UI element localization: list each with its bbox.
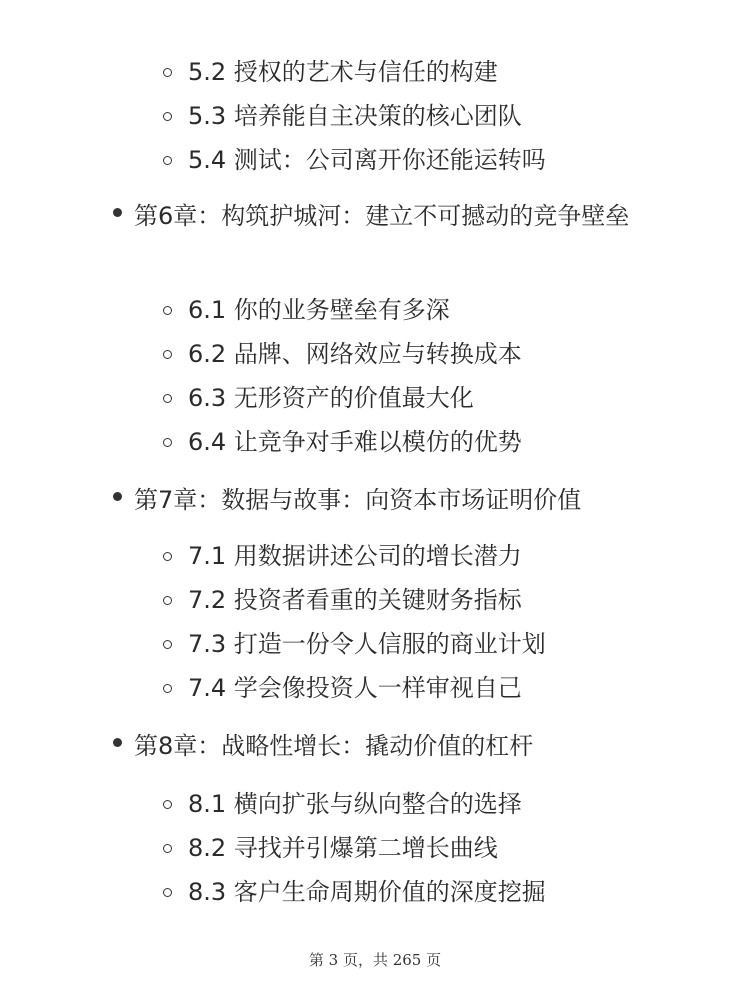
chapter-title: 第8章：战略性增长：撬动价值的杠杆 xyxy=(134,732,534,760)
hollow-bullet-icon xyxy=(163,552,172,561)
hollow-bullet-icon xyxy=(163,800,172,809)
list-item xyxy=(0,290,750,334)
list-item xyxy=(0,96,750,140)
list-item xyxy=(0,378,750,422)
list-item xyxy=(0,668,750,712)
filled-bullet-icon xyxy=(113,492,122,501)
filled-bullet-icon xyxy=(113,738,122,747)
list-item xyxy=(0,828,750,872)
hollow-bullet-icon xyxy=(163,68,172,77)
section-title: 5.4 测试：公司离开你还能运转吗 xyxy=(188,146,546,174)
list-item xyxy=(0,624,750,668)
chapter-title: 第7章：数据与故事：向资本市场证明价值 xyxy=(134,486,582,514)
section-title: 7.2 投资者看重的关键财务指标 xyxy=(188,586,522,614)
list-item xyxy=(0,872,750,916)
section-title: 8.1 横向扩张与纵向整合的选择 xyxy=(188,790,522,818)
hollow-bullet-icon xyxy=(163,394,172,403)
hollow-bullet-icon xyxy=(163,640,172,649)
section-title: 7.3 打造一份令人信服的商业计划 xyxy=(188,630,546,658)
hollow-bullet-icon xyxy=(163,350,172,359)
hollow-bullet-icon xyxy=(163,112,172,121)
section-title: 6.4 让竞争对手难以模仿的优势 xyxy=(188,428,522,456)
hollow-bullet-icon xyxy=(163,684,172,693)
section-title: 6.3 无形资产的价值最大化 xyxy=(188,384,474,412)
list-item xyxy=(0,52,750,96)
section-title: 5.3 培养能自主决策的核心团队 xyxy=(188,102,522,130)
hollow-bullet-icon xyxy=(163,888,172,897)
list-item xyxy=(0,536,750,580)
section-title: 8.3 客户生命周期价值的深度挖掘 xyxy=(188,878,546,906)
section-title: 6.2 品牌、网络效应与转换成本 xyxy=(188,340,522,368)
section-title: 7.1 用数据讲述公司的增长潜力 xyxy=(188,542,522,570)
list-item xyxy=(0,580,750,624)
hollow-bullet-icon xyxy=(163,596,172,605)
list-item xyxy=(0,334,750,378)
page-number-footer: 第 3 页，共 265 页 xyxy=(308,951,442,969)
filled-bullet-icon xyxy=(113,208,122,217)
hollow-bullet-icon xyxy=(163,306,172,315)
section-title: 7.4 学会像投资人一样审视自己 xyxy=(188,674,522,702)
list-item xyxy=(0,422,750,466)
section-title: 8.2 寻找并引爆第二增长曲线 xyxy=(188,834,498,862)
list-item xyxy=(0,784,750,828)
hollow-bullet-icon xyxy=(163,156,172,165)
hollow-bullet-icon xyxy=(163,438,172,447)
hollow-bullet-icon xyxy=(163,844,172,853)
section-title: 5.2 授权的艺术与信任的构建 xyxy=(188,58,498,86)
list-item xyxy=(0,140,750,184)
section-title: 6.1 你的业务壁垒有多深 xyxy=(188,296,450,324)
chapter-title: 第6章：构筑护城河：建立不可撼动的竞争壁垒 xyxy=(134,202,630,230)
